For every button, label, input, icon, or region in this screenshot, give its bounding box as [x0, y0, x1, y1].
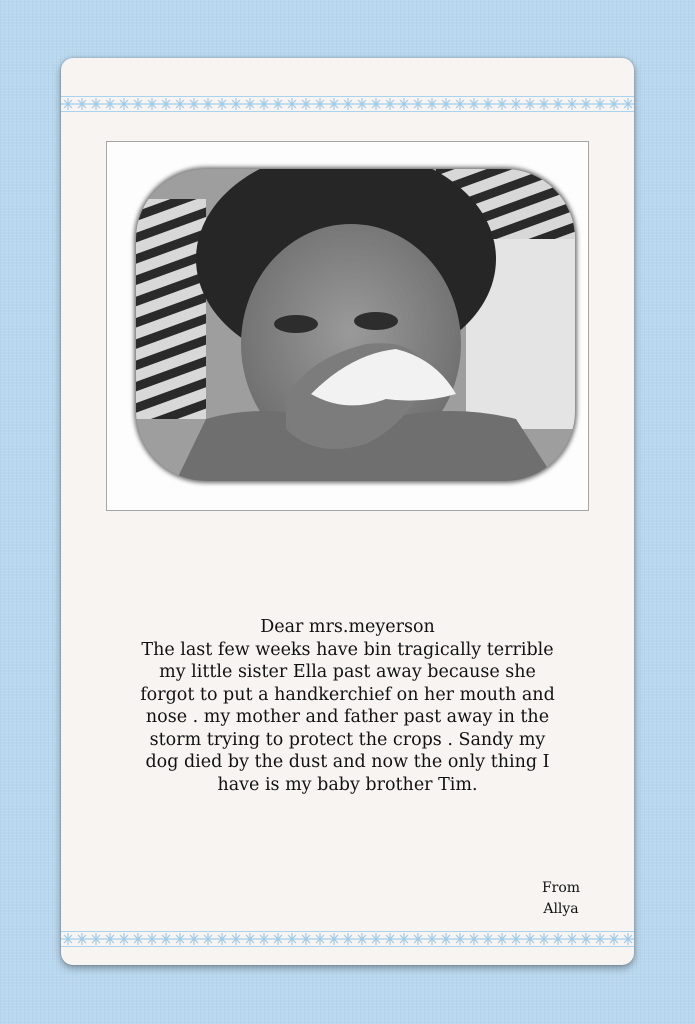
from-label: From	[541, 880, 581, 896]
letter-line: dog died by the dust and now the only thing I	[145, 752, 550, 772]
letter-line: The last few weeks have bin tragically terrible	[141, 639, 554, 660]
letter-line: have is my baby brother Tim.	[217, 774, 478, 795]
decorative-border-top	[61, 96, 634, 112]
letter-line: storm trying to protect the crops . Sandy my	[149, 729, 546, 750]
letter-line: forgot to put a handkerchief on her mouth and	[140, 684, 555, 705]
letter-signoff	[521, 878, 601, 920]
decorative-border-bottom	[61, 931, 634, 947]
letter-greeting: Dear mrs.meyerson	[260, 617, 435, 637]
photo-girl-covering-nose	[136, 169, 575, 481]
letter-line: nose . my mother and father past away in the	[145, 707, 550, 727]
letter-card	[61, 58, 634, 965]
letter-line: my little sister Ella past away because she	[159, 662, 536, 682]
letter-body	[81, 616, 614, 796]
photo-frame	[106, 141, 589, 511]
signature: Allya	[543, 901, 579, 917]
